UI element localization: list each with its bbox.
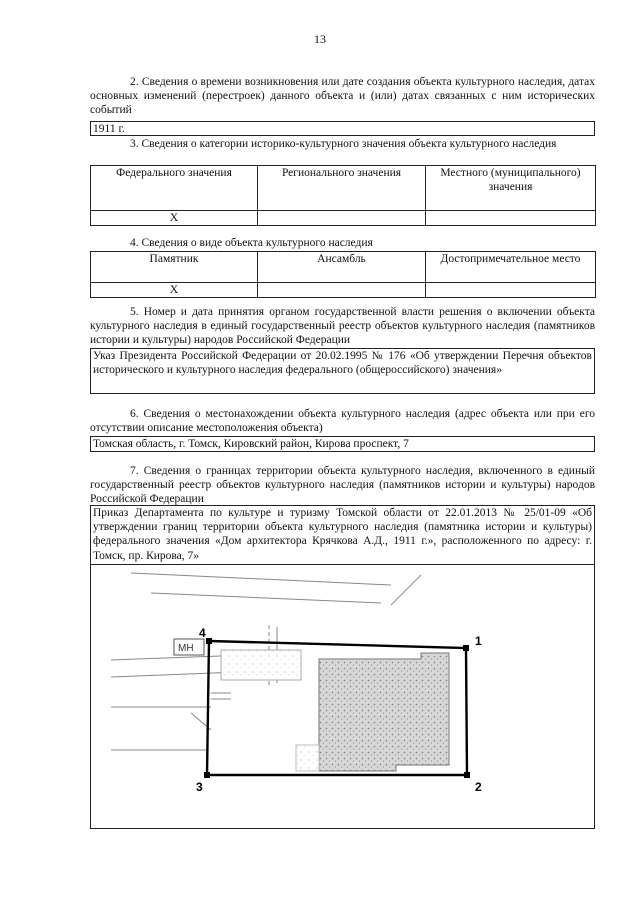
section-6-heading: 6. Сведения о местонахождении объекта культурного наследия (адрес объекта или при его отсутствии описание местоположения объекта) [90,408,595,435]
type-landmark-mark [426,283,596,298]
category-federal-mark: Х [91,211,258,226]
type-ensemble-mark [258,283,426,298]
corner-point-4 [206,638,212,644]
type-table [90,251,596,298]
type-ensemble: Ансамбль [258,252,426,283]
corner-label-1: 1 [475,634,482,648]
category-local: Местного (муниципального) значения [426,166,596,211]
corner-point-2 [464,772,470,778]
category-federal: Федерального значения [91,166,258,211]
section-6-value: Томская область, г. Томск, Кировский район, Кирова проспект, 7 [90,436,595,452]
page-number: 13 [314,32,326,46]
corner-point-3 [204,772,210,778]
section-4-heading: 4. Сведения о виде объекта культурного наследия [130,237,373,249]
section-2-value: 1911 г. [90,121,595,136]
corner-label-4: 4 [199,626,206,640]
corner-label-3: 3 [196,780,203,794]
boundary-map-drawing [91,565,594,828]
annex [296,745,319,771]
map-mn-label: МН [178,643,194,654]
neighbor-building [221,650,301,680]
section-3-heading: 3. Сведения о категории историко-культурного значения объекта культурного наследия [130,138,557,150]
category-table [90,165,596,226]
category-regional-mark [258,211,426,226]
section-2-heading: 2. Сведения о времени возникновения или дате создания объекта культурного наследия, датах основных изменений (перестроек) данного объекта и (или) датах связанных с ним исторических событий [90,76,595,117]
type-landmark: Достопримечательное место [426,252,596,283]
boundary-map [90,564,595,829]
heritage-building [319,653,449,771]
category-local-mark [426,211,596,226]
corner-label-2: 2 [475,780,482,794]
type-monument: Памятник [91,252,258,283]
type-monument-mark: Х [91,283,258,298]
section-7-value: Приказ Департамента по культуре и туризму Томской области от 22.01.2013 № 25/01-09 «Об утверждении границ территории объекта культурного наследия (памятника истории и культуры) федерального значения «Дом архитектора Крячкова А.Д., 1911 г.», расположенного по адресу: г. Томск, пр. Кирова, 7» [90,505,595,565]
section-5-value: Указ Президента Российской Федерации от 20.02.1995 № 176 «Об утверждении Перечня объектов исторического и культурного наследия федерального (общероссийского) значения» [90,348,595,394]
section-5-heading: 5. Номер и дата принятия органом государственной власти решения о включении объекта культурного наследия в единый государственный реестр объектов культурного наследия (памятников истории и культуры) народов Российской Федерации [90,306,595,347]
section-7-heading: 7. Сведения о границах территории объекта культурного наследия, включенного в единый государственный реестр объектов культурного наследия (памятников истории и культуры) народов Российской Федерации [90,465,595,506]
corner-point-1 [463,645,469,651]
category-regional: Регионального значения [258,166,426,211]
